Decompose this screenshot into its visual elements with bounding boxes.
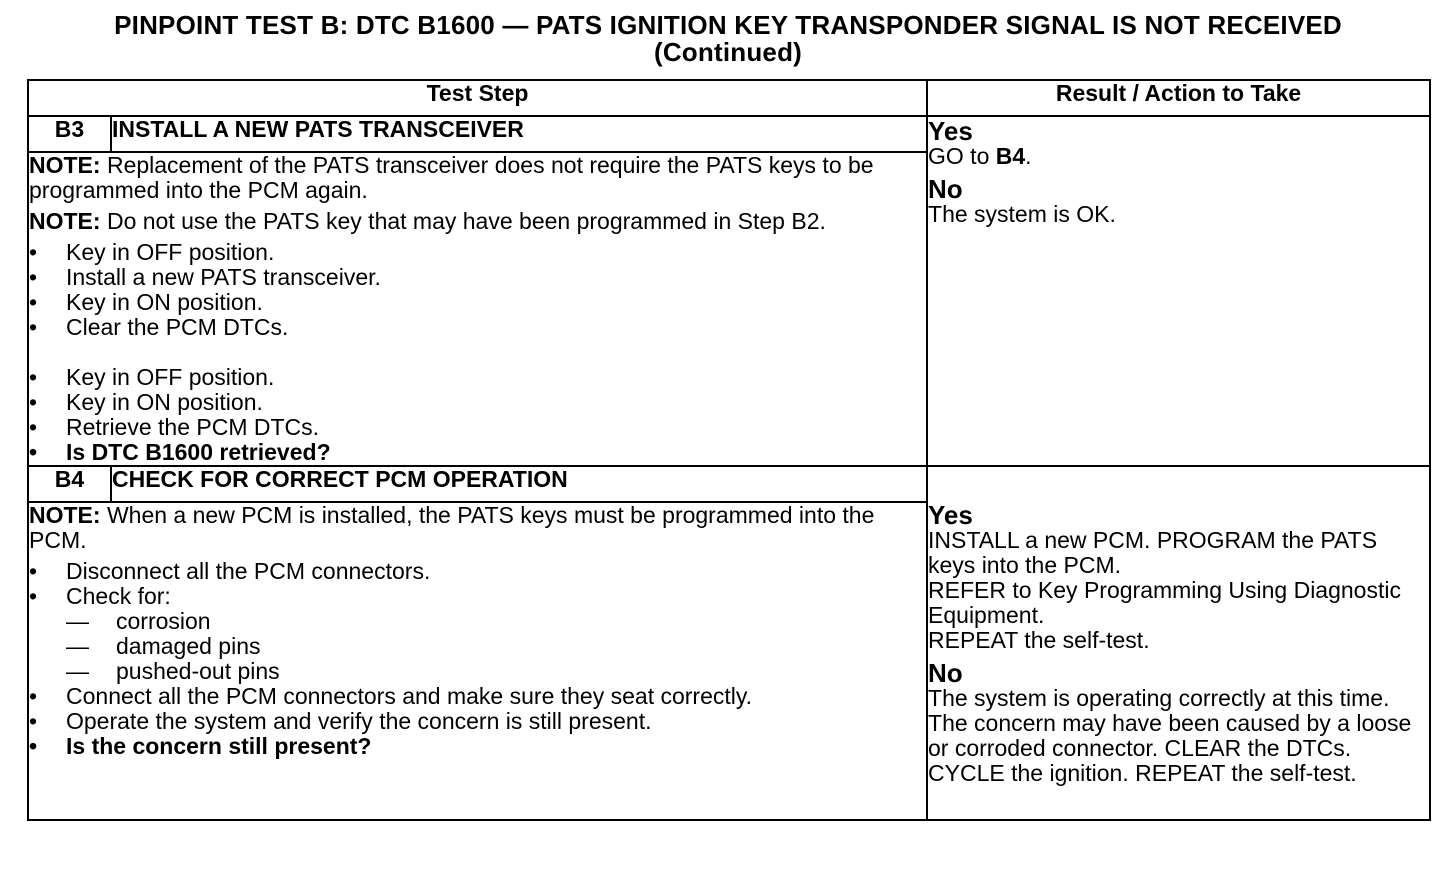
b3-no-action: The system is OK. <box>928 201 1116 227</box>
sub-list-item: — pushed-out pins <box>66 659 926 684</box>
b4-note <box>29 503 926 553</box>
step-b4-heading-row <box>28 466 1430 502</box>
pinpoint-test-table <box>27 79 1431 821</box>
title-line-1: PINPOINT TEST B: DTC B1600 — PATS IGNITION KEY TRANSPONDER SIGNAL IS NOT RECEIVED <box>114 10 1342 40</box>
list-item <box>29 584 926 684</box>
b3-yes-target: B4 <box>995 143 1026 169</box>
step-b3-id: B3 <box>28 116 111 152</box>
b3-no-label: No <box>928 174 963 204</box>
step-b4-body <box>28 502 927 820</box>
step-b4-result <box>927 466 1430 820</box>
list-item: • Retrieve the PCM DTCs. <box>29 415 926 440</box>
page-title <box>0 12 1456 66</box>
title-line-2: (Continued) <box>653 37 803 67</box>
step-b3-body <box>28 152 927 466</box>
b4-yes-action: INSTALL a new PCM. PROGRAM the PATS keys into the PCM. REFER to Key Programming Using Diagnostic Equipment. REPEAT the self-test. <box>928 527 1401 653</box>
b4-no-label: No <box>928 658 963 688</box>
step-b3-heading-row <box>28 116 1430 152</box>
note-label: NOTE: <box>29 208 101 234</box>
header-test-step: Test Step <box>28 80 927 116</box>
list-item: • Disconnect all the PCM connectors. <box>29 559 926 584</box>
b4-sub-list <box>66 609 926 684</box>
note-label: NOTE: <box>29 152 101 178</box>
list-item: • Key in ON position. <box>29 290 926 315</box>
b3-note-1 <box>29 153 926 203</box>
list-item: • Clear the PCM DTCs. <box>29 315 926 340</box>
b3-yes-label: Yes <box>928 116 973 146</box>
b4-question: • Is the concern still present? <box>29 734 926 759</box>
b4-bullet-list <box>29 559 926 759</box>
note-text: When a new PCM is installed, the PATS keys must be programmed into the PCM. <box>29 502 875 553</box>
list-item: • Install a new PATS transceiver. <box>29 265 926 290</box>
note-text: Do not use the PATS key that may have been programmed in Step B2. <box>100 208 826 234</box>
b3-bullet-list-b <box>29 365 926 465</box>
sub-list-item: — corrosion <box>66 609 926 634</box>
table-header-row <box>28 80 1430 116</box>
step-b3-heading: INSTALL A NEW PATS TRANSCEIVER <box>111 116 927 152</box>
header-result-action: Result / Action to Take <box>927 80 1430 116</box>
list-item: • Key in ON position. <box>29 390 926 415</box>
b3-bullet-list-a <box>29 240 926 340</box>
b4-no-action: The system is operating correctly at this time. The concern may have been caused by a loose or corroded connector. CLEAR the DTCs. CYCLE the ignition. REPEAT the self-test. <box>928 685 1412 786</box>
note-label: NOTE: <box>29 502 101 528</box>
check-for-label: Check for: <box>66 583 171 609</box>
list-item: • Connect all the PCM connectors and make sure they seat correctly. <box>29 684 926 709</box>
b3-note-2 <box>29 209 926 234</box>
step-b4-heading: CHECK FOR CORRECT PCM OPERATION <box>111 466 927 502</box>
step-b3-result <box>927 116 1430 466</box>
list-item: • Key in OFF position. <box>29 365 926 390</box>
note-text: Replacement of the PATS transceiver does not require the PATS keys to be programmed into the PCM again. <box>29 152 874 203</box>
b3-yes-prefix: GO to <box>928 143 996 169</box>
list-item: • Key in OFF position. <box>29 240 926 265</box>
step-b4-id: B4 <box>28 466 111 502</box>
sub-list-item: — damaged pins <box>66 634 926 659</box>
b4-yes-label: Yes <box>928 500 973 530</box>
list-item: • Operate the system and verify the concern is still present. <box>29 709 926 734</box>
b3-yes-action <box>928 144 1429 169</box>
b3-yes-suffix: . <box>1025 143 1032 169</box>
b3-question: • Is DTC B1600 retrieved? <box>29 440 926 465</box>
